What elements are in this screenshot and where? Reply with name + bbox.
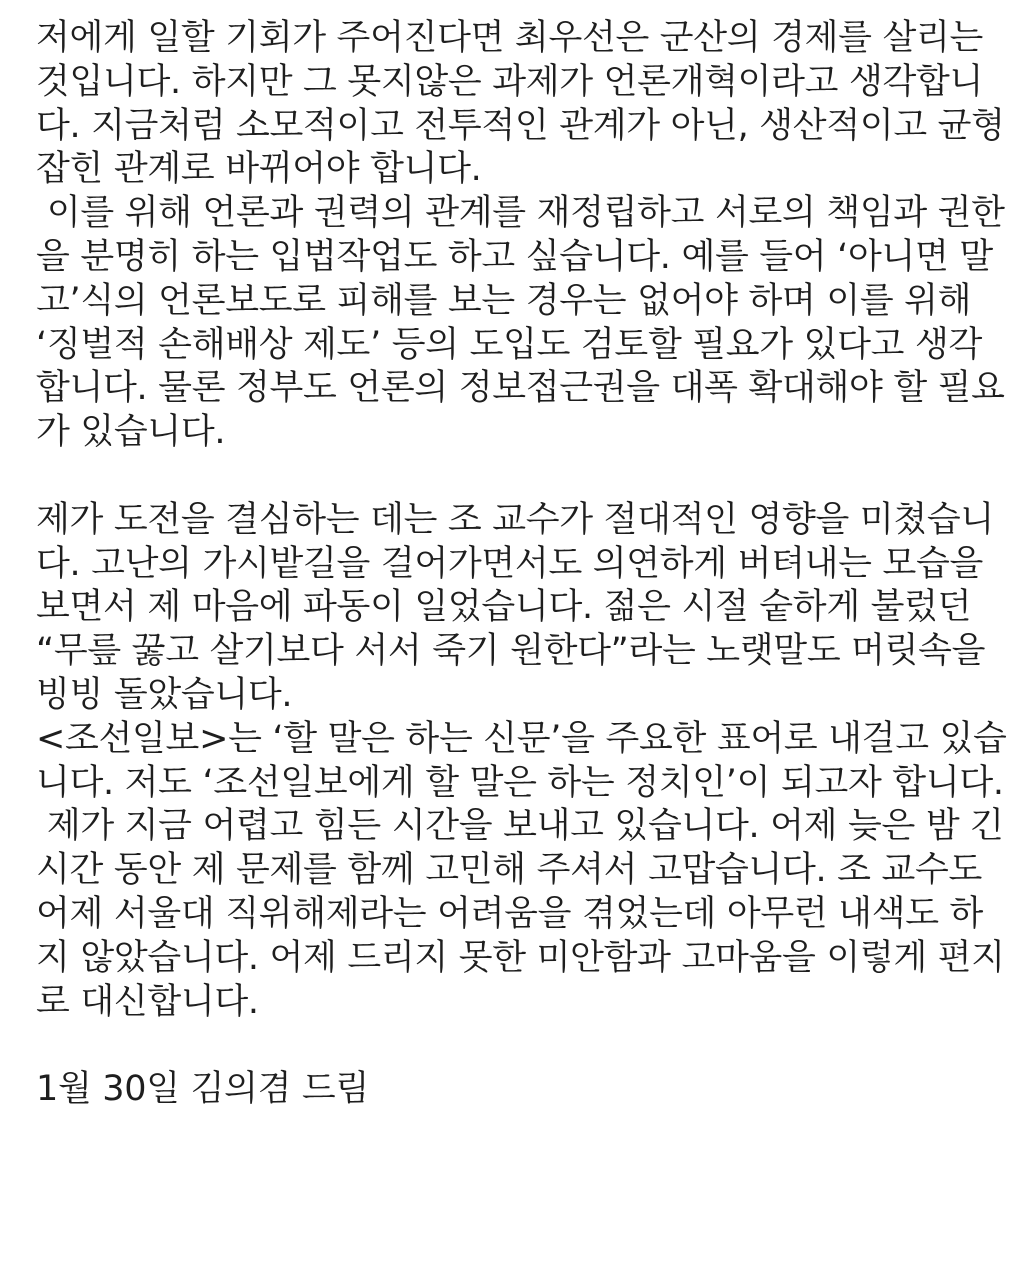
text-line: <조선일보>는 ‘할 말은 하는 신문’을 주요한 표어로 내걸고 있습 (36, 718, 1007, 759)
text-line: 잡힌 관계로 바뀌어야 합니다. (36, 149, 482, 190)
text-line: 제가 지금 어렵고 힘든 시간을 보내고 있습니다. 어제 늦은 밤 긴 (36, 806, 1004, 847)
text-line: 제가 도전을 결심하는 데는 조 교수가 절대적인 영향을 미쳤습니 (36, 499, 994, 540)
paragraph-break (36, 455, 996, 499)
text-line: 다. 고난의 가시밭길을 걸어가면서도 의연하게 버텨내는 모습을 (36, 543, 984, 584)
text-line: 고’식의 언론보도로 피해를 보는 경우는 없어야 하며 이를 위해 (36, 280, 972, 321)
text-line: 지 않았습니다. 어제 드리지 못한 미안함과 고마움을 이렇게 편지 (36, 937, 1005, 978)
text-line: 어제 서울대 직위해제라는 어려움을 겪었는데 아무런 내색도 하 (36, 893, 984, 934)
text-line: 을 분명히 하는 입법작업도 하고 싶습니다. 예를 들어 ‘아니면 말 (36, 236, 993, 277)
text-line: 시간 동안 제 문제를 함께 고민해 주셔서 고맙습니다. 조 교수도 (36, 850, 983, 891)
letter-body (36, 17, 1007, 1112)
text-line: 니다. 저도 ‘조선일보에게 할 말은 하는 정치인’이 되고자 합니다. (36, 762, 1004, 803)
paragraph-break (36, 1024, 996, 1068)
text-line: 가 있습니다. (36, 412, 226, 453)
text-line: ‘징벌적 손해배상 제도’ 등의 도입도 검토할 필요가 있다고 생각 (36, 324, 983, 365)
text-line: 보면서 제 마음에 파동이 일었습니다. 젊은 시절 숱하게 불렀던 (36, 587, 972, 628)
text-line: 이를 위해 언론과 권력의 관계를 재정립하고 서로의 책임과 권한 (36, 193, 1005, 234)
text-line: 합니다. 물론 정부도 언론의 정보접근권을 대폭 확대해야 할 필요 (36, 368, 1005, 409)
text-line: 로 대신합니다. (36, 981, 259, 1022)
signature-line: 1월 30일 김의겸 드림 (36, 1069, 369, 1110)
text-line: “무릎 꿇고 살기보다 서서 죽기 원한다”라는 노랫말도 머릿속을 (36, 631, 986, 672)
text-line: 저에게 일할 기회가 주어진다면 최우선은 군산의 경제를 살리는 (36, 18, 984, 58)
text-line: 빙빙 돌았습니다. (36, 674, 293, 715)
text-line: 다. 지금처럼 소모적이고 전투적인 관계가 아닌, 생산적이고 균형 (36, 105, 1005, 146)
text-line: 것입니다. 하지만 그 못지않은 과제가 언론개혁이라고 생각합니 (36, 61, 984, 102)
